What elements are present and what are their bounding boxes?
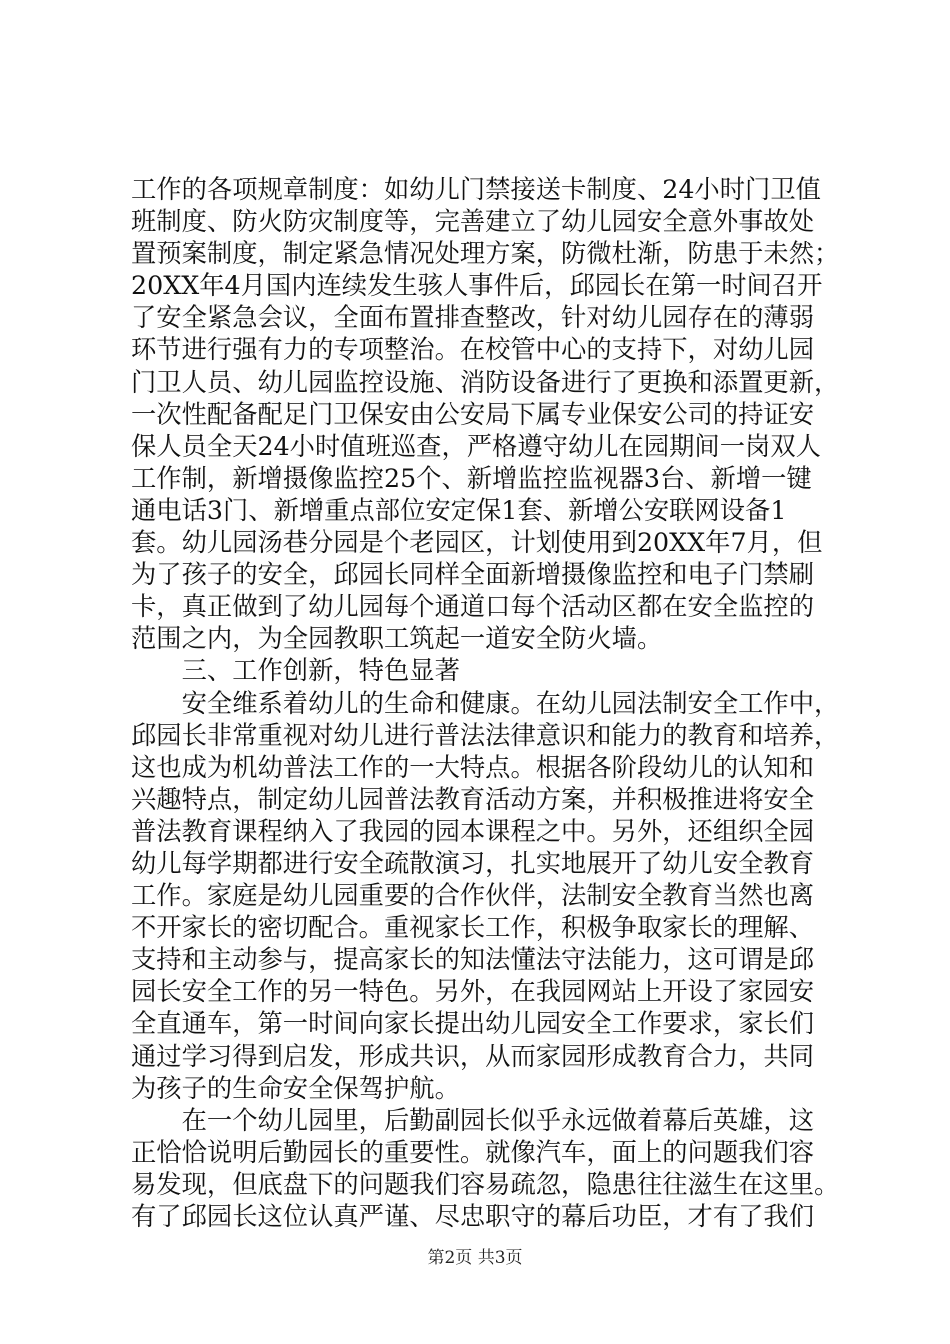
text-line: 工作的各项规章制度：如幼儿门禁接送卡制度、24小时门卫值 bbox=[131, 175, 821, 204]
text-line: 兴趣特点，制定幼儿园普法教育活动方案，并积极推进将安全 bbox=[131, 784, 815, 814]
text-line: 正恰恰说明后勤园长的重要性。就像汽车，面上的问题我们容 bbox=[131, 1137, 815, 1167]
text-line: 置预案制度，制定紧急情况处理方案，防微杜渐，防患于未然； bbox=[131, 239, 840, 269]
text-line: 在一个幼儿园里，后勤副园长似乎永远做着幕后英雄，这 bbox=[131, 1105, 815, 1135]
text-line: 保人员全天24小时值班巡查，严格遵守幼儿在园期间一岗双人 bbox=[131, 431, 821, 461]
text-line: 工作。家庭是幼儿园重要的合作伙伴，法制安全教育当然也离 bbox=[131, 881, 815, 911]
text-line: 20XX年4月国内连续发生骇人事件后，邱园长在第一时间召开 bbox=[131, 271, 823, 301]
text-line: 工作制，新增摄像监控25个、新增监控监视器3台、新增一键 bbox=[131, 463, 812, 493]
text-line: 卡，真正做到了幼儿园每个通道口每个活动区都在安全监控的 bbox=[131, 592, 815, 622]
text-line: 有了邱园长这位认真严谨、尽忠职守的幕后功臣，才有了我们 bbox=[131, 1202, 815, 1231]
text-line: 门卫人员、幼儿园监控设施、消防设备进行了更换和添置更新， bbox=[131, 367, 840, 397]
text-line: 通过学习得到启发，形成共识，从而家园形成教育合力，共同 bbox=[131, 1041, 815, 1071]
text-line: 邱园长非常重视对幼儿进行普法法律意识和能力的教育和培养， bbox=[131, 720, 840, 750]
text-line: 了安全紧急会议，全面布置排查整改，针对幼儿园存在的薄弱 bbox=[131, 303, 815, 333]
text-line: 易发现，但底盘下的问题我们容易疏忽，隐患往往滋生在这里。 bbox=[131, 1169, 840, 1199]
text-line: 范围之内，为全园教职工筑起一道安全防火墙。 bbox=[131, 624, 663, 654]
text-line: 普法教育课程纳入了我园的园本课程之中。另外，还组织全园 bbox=[131, 816, 815, 846]
text-line: 这也成为机幼普法工作的一大特点。根据各阶段幼儿的认知和 bbox=[131, 752, 815, 782]
text-line: 班制度、防火防灾制度等，完善建立了幼儿园安全意外事故处 bbox=[131, 207, 815, 237]
text-line: 幼儿每学期都进行安全疏散演习，扎实地展开了幼儿安全教育 bbox=[131, 848, 815, 878]
text-line: 为孩子的生命安全保驾护航。 bbox=[131, 1073, 460, 1103]
text-line: 全直通车，第一时间向家长提出幼儿园安全工作要求，家长们 bbox=[131, 1009, 815, 1039]
document-body bbox=[131, 174, 840, 1233]
section-heading: 三、工作创新，特色显著 bbox=[131, 656, 460, 686]
text-line: 不开家长的密切配合。重视家长工作，积极争取家长的理解、 bbox=[131, 913, 815, 943]
text-line: 支持和主动参与，提高家长的知法懂法守法能力，这可谓是邱 bbox=[131, 945, 815, 975]
text-line: 安全维系着幼儿的生命和健康。在幼儿园法制安全工作中， bbox=[131, 688, 840, 718]
text-line: 环节进行强有力的专项整治。在校管中心的支持下，对幼儿园 bbox=[131, 335, 815, 365]
text-line: 园长安全工作的另一特色。另外，在我园网站上开设了家园安 bbox=[131, 977, 815, 1007]
text-line: 套。幼儿园汤巷分园是个老园区，计划使用到20XX年7月，但 bbox=[131, 528, 823, 558]
text-line: 一次性配备配足门卫保安由公安局下属专业保安公司的持证安 bbox=[131, 399, 815, 429]
page-number-footer: 第2页 共3页 bbox=[427, 1248, 523, 1268]
text-line: 为了孩子的安全，邱园长同样全面新增摄像监控和电子门禁刷 bbox=[131, 560, 815, 590]
text-line: 通电话3门、新增重点部位安定保1套、新增公安联网设备1 bbox=[131, 495, 787, 525]
